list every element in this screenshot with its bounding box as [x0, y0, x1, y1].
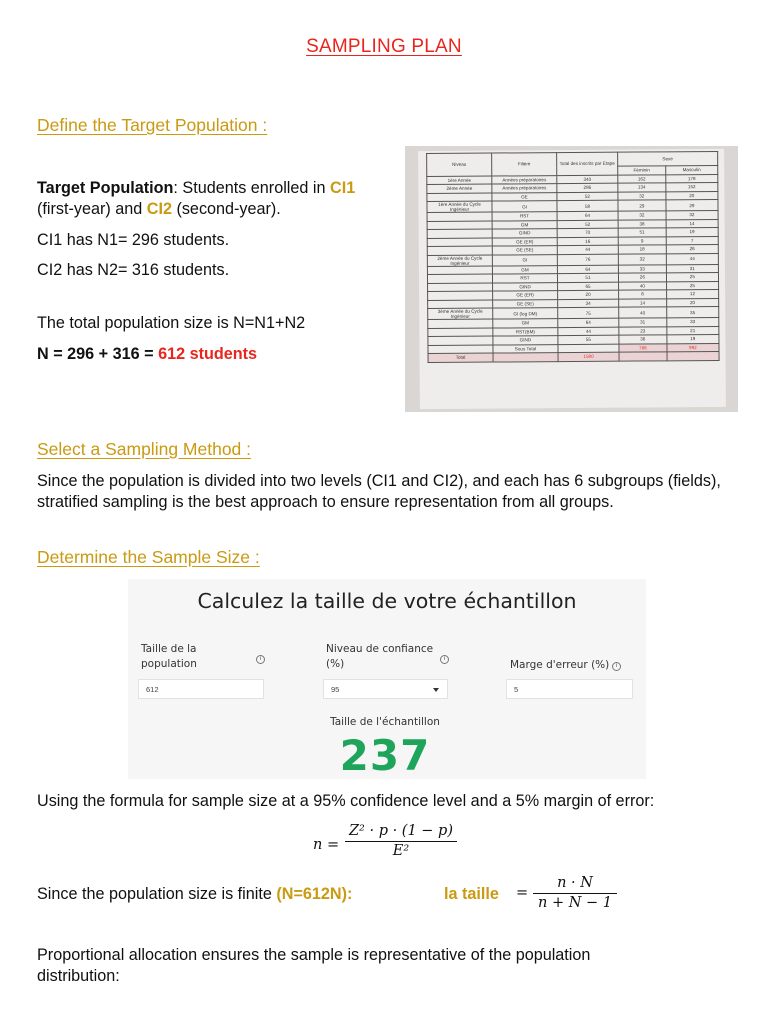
table-cell: 32: [618, 191, 666, 200]
ci2-label: CI2: [146, 200, 172, 218]
table-cell: GM: [492, 265, 557, 274]
enrollment-table-photo: [405, 146, 738, 412]
table-cell: 26: [618, 273, 666, 282]
formula1-numerator: Z² · p · (1 − p): [348, 823, 453, 839]
table-cell: GI (log DM): [493, 308, 558, 319]
table-cell: 286: [557, 183, 618, 192]
table-cell: 1ère Année du Cycle Ingénieur: [427, 201, 492, 212]
table-cell: 20: [666, 191, 718, 200]
table-cell: RST: [492, 274, 557, 283]
table-cell: GE (ER): [492, 237, 557, 246]
header-masculin: Masculin: [665, 165, 717, 174]
table-cell: 52: [557, 192, 618, 201]
table-cell: 33: [667, 317, 719, 326]
table-cell: 25: [666, 281, 718, 290]
table-cell: 1580: [558, 352, 619, 361]
table-cell: Années préparatoires: [492, 175, 557, 184]
sample-size-calculator: [128, 579, 646, 779]
table-cell: 25: [666, 272, 718, 281]
chevron-down-icon: [433, 688, 439, 692]
table-cell: 16: [557, 237, 618, 246]
table-cell: 29: [666, 199, 718, 210]
table-cell: 40: [619, 281, 667, 290]
table-cell: Total: [428, 353, 493, 362]
population-size-input[interactable]: 612: [138, 679, 264, 699]
table-cell: 19: [666, 227, 718, 236]
table-cell: 34: [558, 299, 619, 308]
enrollment-table: [426, 151, 719, 363]
formula2-numerator: n · N: [557, 875, 593, 891]
finite-highlight: (N=612N):: [276, 885, 353, 903]
formula2-denominator: n + N − 1: [538, 895, 612, 911]
table-cell: GE (SE): [492, 246, 557, 255]
table-cell: 7: [666, 236, 718, 245]
fraction-bar: [533, 893, 617, 894]
table-cell: 992: [667, 343, 719, 352]
margin-of-error-input[interactable]: 5: [506, 679, 633, 699]
table-cell: GE (ER): [493, 291, 558, 300]
table-cell: 35: [666, 306, 718, 317]
table-cell: 20: [666, 298, 718, 307]
table-cell: 23: [619, 326, 667, 335]
table-cell: 40: [619, 307, 667, 318]
sum-result: 612 students: [158, 345, 258, 363]
table-cell: 75: [558, 307, 619, 318]
sample-size-result-value: 237: [339, 731, 431, 780]
sampling-method-paragraph: Since the population is divided into two levels (CI1 and CI2), and each has 6 subgroups (fields), stratified sampling is the best approach to ensure representation from all groups.: [37, 472, 721, 511]
table-cell: GI: [492, 254, 557, 265]
table-cell: 14: [666, 219, 718, 228]
header-total: Total des inscrits par Etape: [557, 152, 618, 175]
confidence-level-label: Niveau de confiance (%): [326, 643, 434, 670]
population-info-icon[interactable]: i: [256, 655, 265, 664]
table-cell: 31: [666, 264, 718, 273]
table-cell: 29: [618, 200, 666, 211]
table-cell: 32: [618, 253, 666, 264]
finite-population-line: [37, 884, 352, 905]
section-heading-sample-size: Determine the Sample Size :: [37, 547, 260, 567]
table-cell: 52: [557, 220, 618, 229]
table-cell: 64: [558, 318, 619, 327]
formula1-fraction: [345, 823, 457, 859]
formula2-equals: =: [516, 885, 529, 901]
target-text-1: : Students enrolled in: [173, 179, 330, 197]
table-cell: 26: [666, 244, 718, 253]
table-cell: GM: [493, 319, 558, 328]
ci2-count: CI2 has N2= 316 students.: [37, 261, 230, 279]
target-text-3: (second-year).: [171, 200, 281, 218]
table-cell: 1ère Année: [427, 176, 492, 185]
table-cell: 152: [666, 182, 718, 191]
table-cell: RST: [492, 212, 557, 221]
table-cell: 19: [667, 334, 719, 343]
margin-info-icon[interactable]: i: [612, 662, 621, 671]
table-cell: 134: [618, 183, 666, 192]
margin-of-error-label: Marge d'erreur (%): [510, 659, 610, 671]
confidence-info-icon[interactable]: i: [440, 655, 449, 664]
table-cell: 3ème Année du Cycle Ingénieur: [428, 308, 493, 319]
header-niveau: Niveau: [427, 153, 492, 176]
table-cell: 20: [558, 290, 619, 299]
ci1-count: CI1 has N1= 296 students.: [37, 231, 230, 249]
table-cell: 76: [557, 254, 618, 265]
table-cell: 33: [618, 264, 666, 273]
table-cell: 65: [558, 282, 619, 291]
table-cell: 14: [619, 298, 667, 307]
table-cell: 58: [557, 200, 618, 211]
table-cell: 9: [618, 236, 666, 245]
table-cell: [667, 351, 719, 360]
la-taille-label: la taille: [444, 885, 499, 903]
table-cell: 178: [666, 174, 718, 183]
allocation-paragraph: Proportional allocation ensures the sample is representative of the population distribution:: [37, 946, 591, 985]
table-cell: [619, 352, 667, 361]
table-cell: 38: [618, 219, 666, 228]
confidence-level-select[interactable]: [323, 679, 448, 699]
table-cell: GE (SE): [493, 299, 558, 308]
total-sum: [37, 344, 257, 365]
finite-text: Since the population size is finite: [37, 885, 277, 903]
header-filiere: Filière: [492, 153, 557, 176]
table-cell: 340: [557, 175, 618, 184]
table-cell: [493, 353, 558, 362]
target-population-paragraph: [37, 178, 407, 220]
table-cell: Années préparatoires: [492, 184, 557, 193]
table-cell: 2ème Année: [427, 184, 492, 193]
table-cell: 162: [618, 174, 666, 183]
fraction-bar: [345, 841, 457, 842]
section-heading-sampling-method: Select a Sampling Method :: [37, 439, 252, 459]
table-cell: GIND: [493, 336, 558, 345]
population-size-label: Taille de la population: [141, 643, 197, 670]
header-sexe: Sexe: [618, 151, 718, 166]
table-cell: 64: [557, 265, 618, 274]
table-cell: Sous Total: [493, 344, 558, 353]
formula-intro: Using the formula for sample size at a 95% confidence level and a 5% margin of error:: [37, 792, 655, 810]
table-cell: 44: [558, 327, 619, 336]
formula2-fraction: [533, 875, 617, 911]
table-cell: GI: [492, 201, 557, 212]
confidence-level-value: 95: [331, 685, 340, 694]
table-cell: 44: [557, 245, 618, 254]
ci1-label: CI1: [330, 179, 356, 197]
table-cell: GM: [492, 220, 557, 229]
sample-size-result-label: Taille de l'échantillon: [330, 716, 440, 728]
table-cell: 31: [619, 318, 667, 327]
table-cell: 2ème Année du Cycle Ingénieur: [427, 255, 492, 266]
table-cell: 51: [618, 228, 666, 237]
table-cell: 32: [618, 211, 666, 220]
section-heading-target-population: Define the Target Population :: [37, 115, 268, 135]
table-cell: 18: [618, 245, 666, 254]
table-cell: 12: [666, 289, 718, 298]
total-formula: The total population size is N=N1+N2: [37, 314, 306, 332]
table-cell: RST(BM): [493, 327, 558, 336]
table-cell: 55: [558, 335, 619, 344]
table-sheet: [418, 149, 726, 409]
table-cell: GIND: [492, 229, 557, 238]
table-cell: 21: [667, 326, 719, 335]
formula1-denominator: E²: [392, 843, 410, 859]
table-cell: 8: [619, 290, 667, 299]
table-cell: 788: [619, 343, 667, 352]
table-cell: GE: [492, 192, 557, 201]
sum-expression: N = 296 + 316 =: [37, 345, 159, 363]
target-text-2: (first-year) and: [37, 200, 147, 218]
page-title: SAMPLING PLAN: [306, 36, 462, 57]
table-cell: 44: [666, 253, 718, 264]
table-row: [428, 351, 719, 362]
table-cell: 70: [557, 228, 618, 237]
target-population-label: Target Population: [37, 179, 174, 197]
table-cell: GIND: [493, 282, 558, 291]
table-cell: 36: [619, 335, 667, 344]
table-cell: 51: [557, 273, 618, 282]
table-cell: 32: [666, 210, 718, 219]
header-feminin: Féminin: [618, 166, 666, 175]
table-cell: 64: [557, 211, 618, 220]
calculator-title: Calculez la taille de votre échantillon: [197, 589, 577, 613]
formula1-lhs: n =: [313, 837, 340, 853]
